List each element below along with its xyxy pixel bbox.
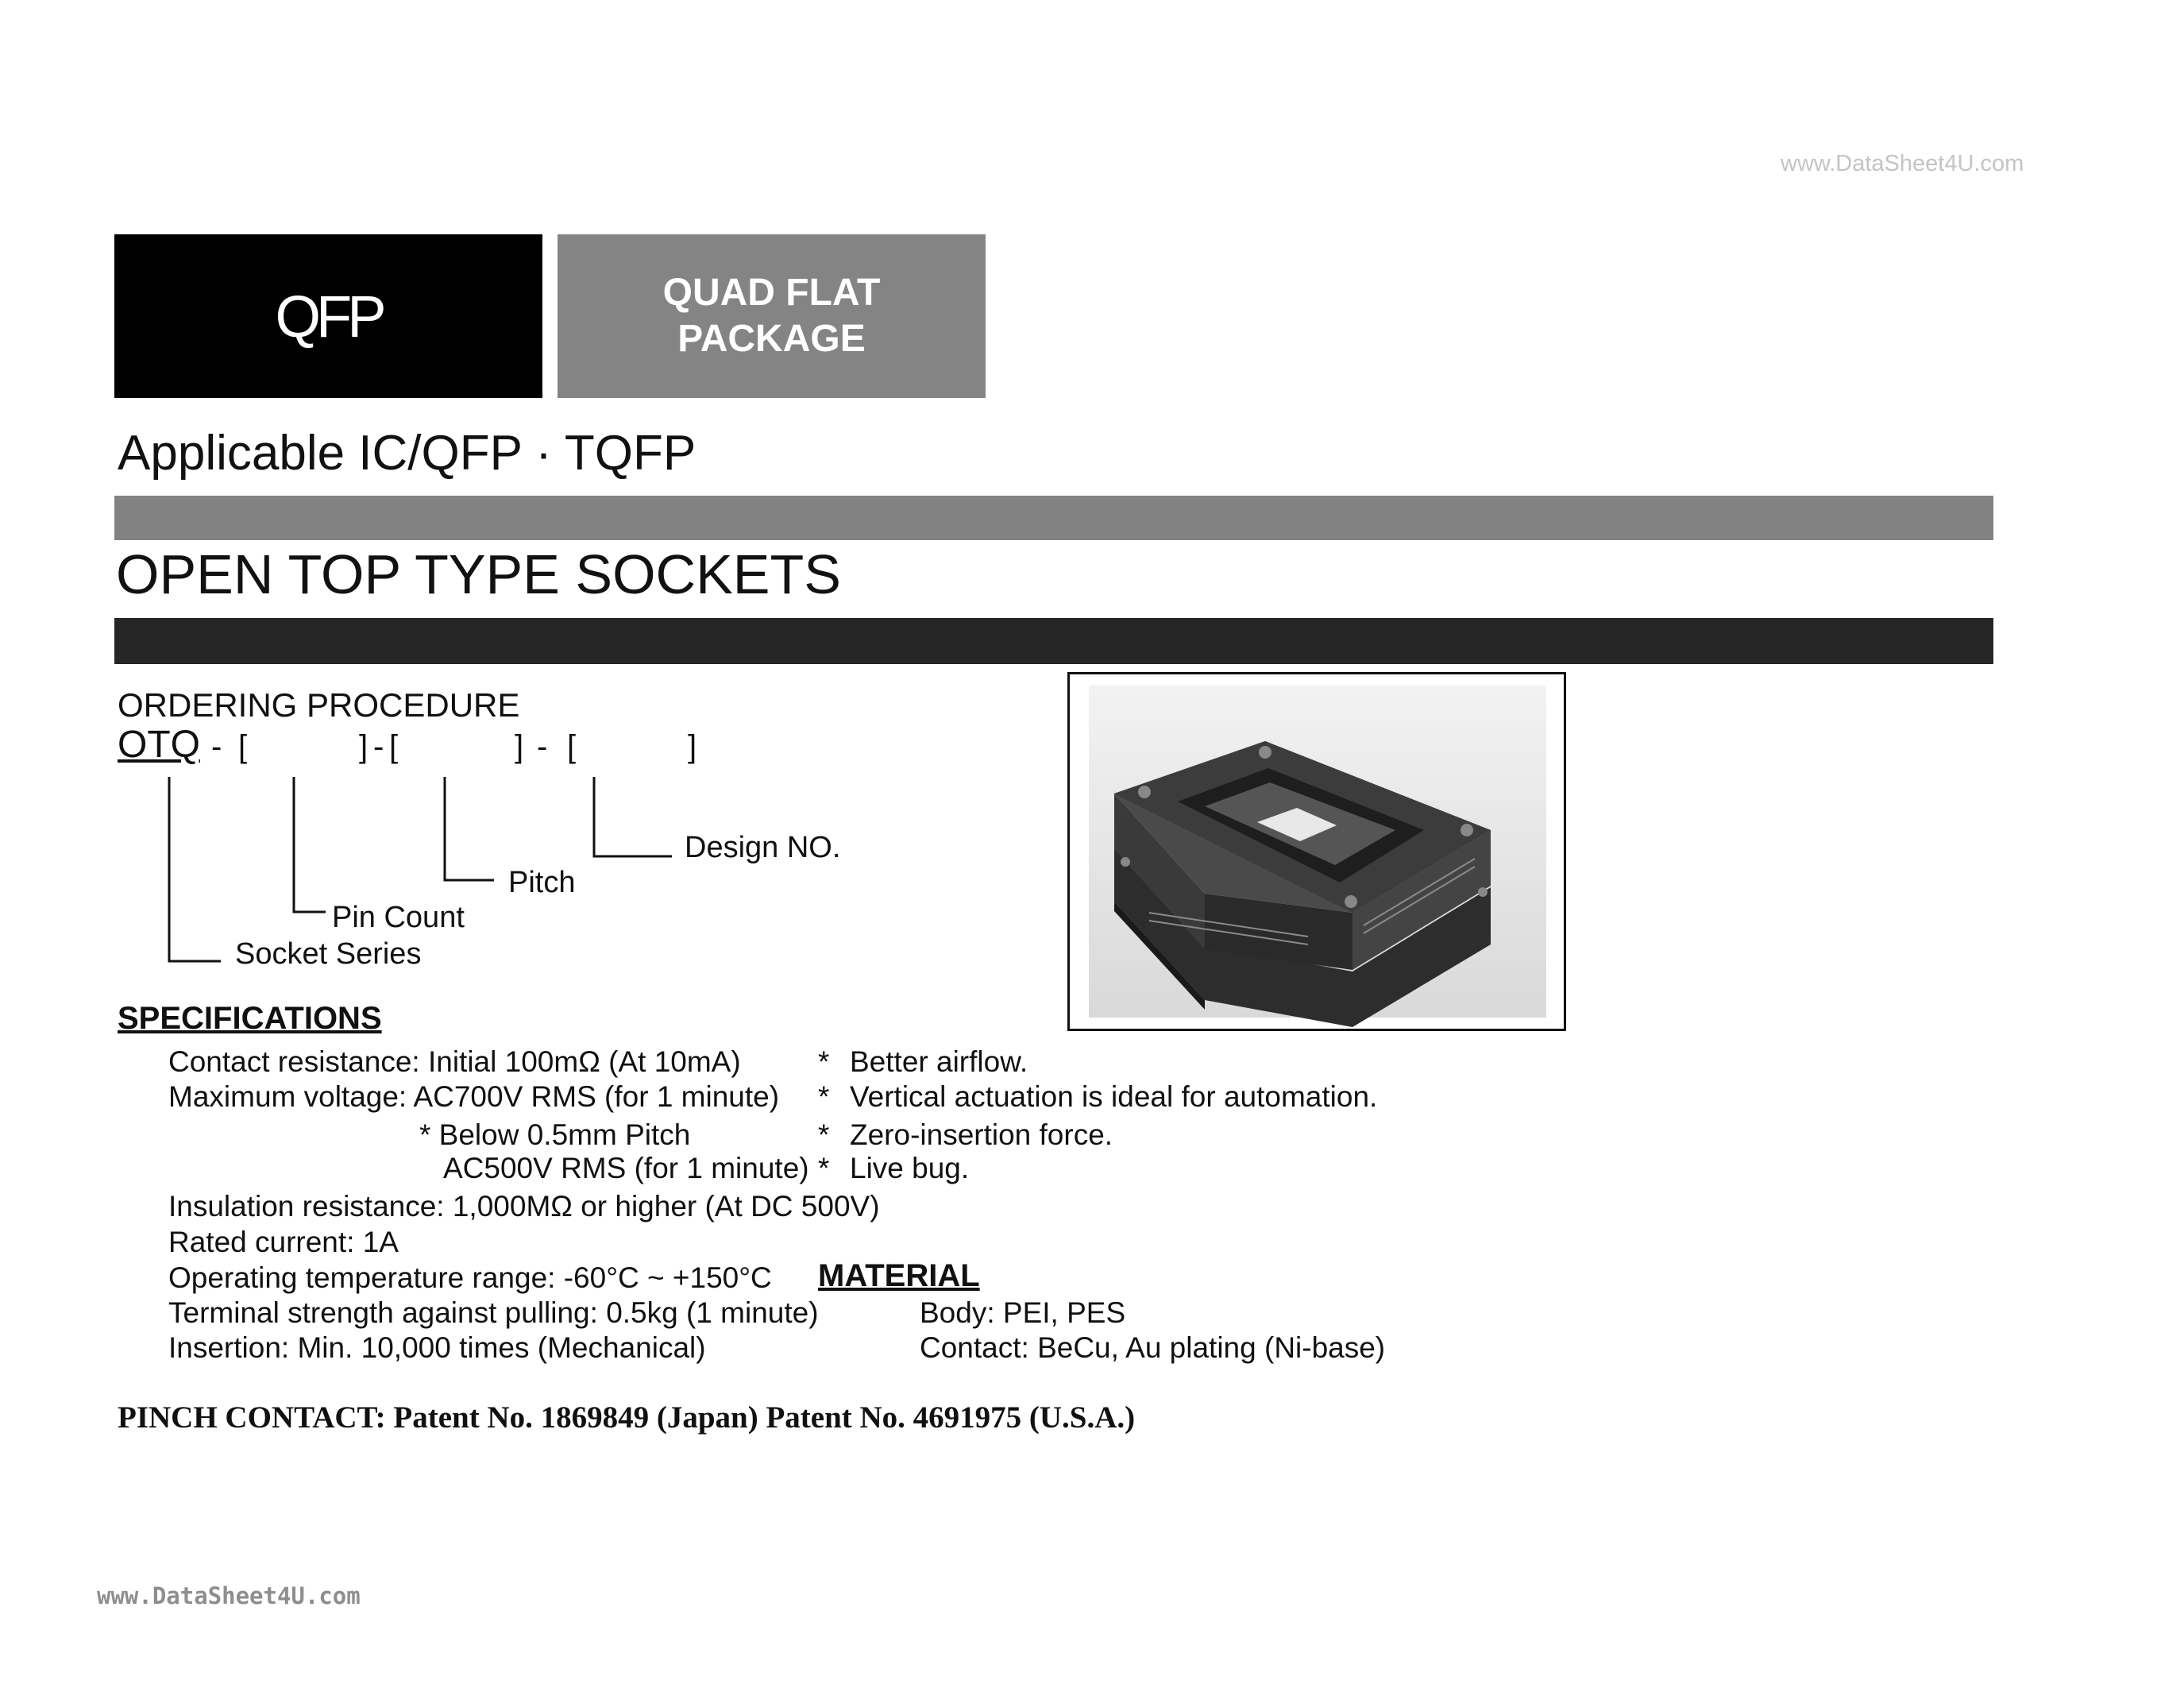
spec-contact-resistance: Contact resistance: Initial 100mΩ (At 10mA) [168,1045,741,1078]
tree-line-series [169,777,221,961]
feature-airflow: Better airflow. [850,1045,1028,1078]
patent-line: PINCH CONTACT: Patent No. 1869849 (Japan) Patent No. 4691975 (U.S.A.) [118,1400,1136,1435]
material-body: Body: PEI, PES [920,1296,1126,1329]
spec-below-pitch: * Below 0.5mm Pitch [419,1118,691,1151]
label-design-no: Design NO. [685,831,841,864]
applicable-ic: Applicable IC/QFP · TQFP [118,426,696,481]
package-name-box [558,234,986,398]
feature-bullet-2: * [818,1080,830,1113]
bracket-open-3: [ [567,729,577,764]
divider-dark [114,618,1993,664]
feature-zif: Zero-insertion force. [850,1118,1113,1151]
bracket-close-1: ] [359,729,369,764]
divider-gray [114,496,1993,540]
material-heading: MATERIAL [818,1258,980,1293]
dash-1: - [211,729,222,764]
ordering-prefix: OTQ [118,724,200,766]
feature-bullet-3: * [818,1118,830,1151]
ordering-heading: ORDERING PROCEDURE [118,686,520,724]
label-socket-series: Socket Series [235,937,422,971]
spec-ac500v: AC500V RMS (for 1 minute) [443,1152,809,1184]
watermark-top: www.DataSheet4U.com [1781,151,2024,176]
spec-temperature: Operating temperature range: -60°C ~ +150°C [168,1261,772,1294]
page-title: OPEN TOP TYPE SOCKETS [116,543,841,605]
package-name: QUAD FLAT PACKAGE [662,272,881,360]
package-code-box [114,234,542,398]
bracket-open-1: [ [238,729,248,764]
tree-line-design [594,777,672,856]
product-photo [1067,672,1566,1031]
label-pitch: Pitch [508,866,576,899]
dash-2: - [373,729,384,764]
tree-line-pitch [445,777,494,880]
label-pin-count: Pin Count [332,901,465,934]
socket-illustration [1070,674,1564,1029]
feature-vertical-actuation: Vertical actuation is ideal for automation. [850,1080,1378,1113]
tree-line-pincount [294,777,326,912]
feature-bullet-4: * [818,1152,830,1184]
bracket-open-2: [ [389,729,399,764]
feature-bullet-1: * [818,1045,830,1078]
watermark-bottom: www.DataSheet4U.com [97,1582,361,1609]
spec-insertion: Insertion: Min. 10,000 times (Mechanical) [168,1331,706,1364]
dash-3: - [537,729,548,764]
spec-max-voltage: Maximum voltage: AC700V RMS (for 1 minute) [168,1080,780,1113]
package-code: QFP [275,283,382,350]
specifications-heading: SPECIFICATIONS [118,1001,382,1036]
spec-rated-current: Rated current: 1A [168,1226,399,1258]
feature-live-bug: Live bug. [850,1152,970,1184]
material-contact: Contact: BeCu, Au plating (Ni-base) [920,1331,1386,1364]
spec-terminal-strength: Terminal strength against pulling: 0.5kg (1 minute) [168,1296,819,1329]
bracket-close-3: ] [688,729,697,764]
bracket-close-2: ] [515,729,524,764]
spec-insulation: Insulation resistance: 1,000MΩ or higher (At DC 500V) [168,1190,880,1223]
